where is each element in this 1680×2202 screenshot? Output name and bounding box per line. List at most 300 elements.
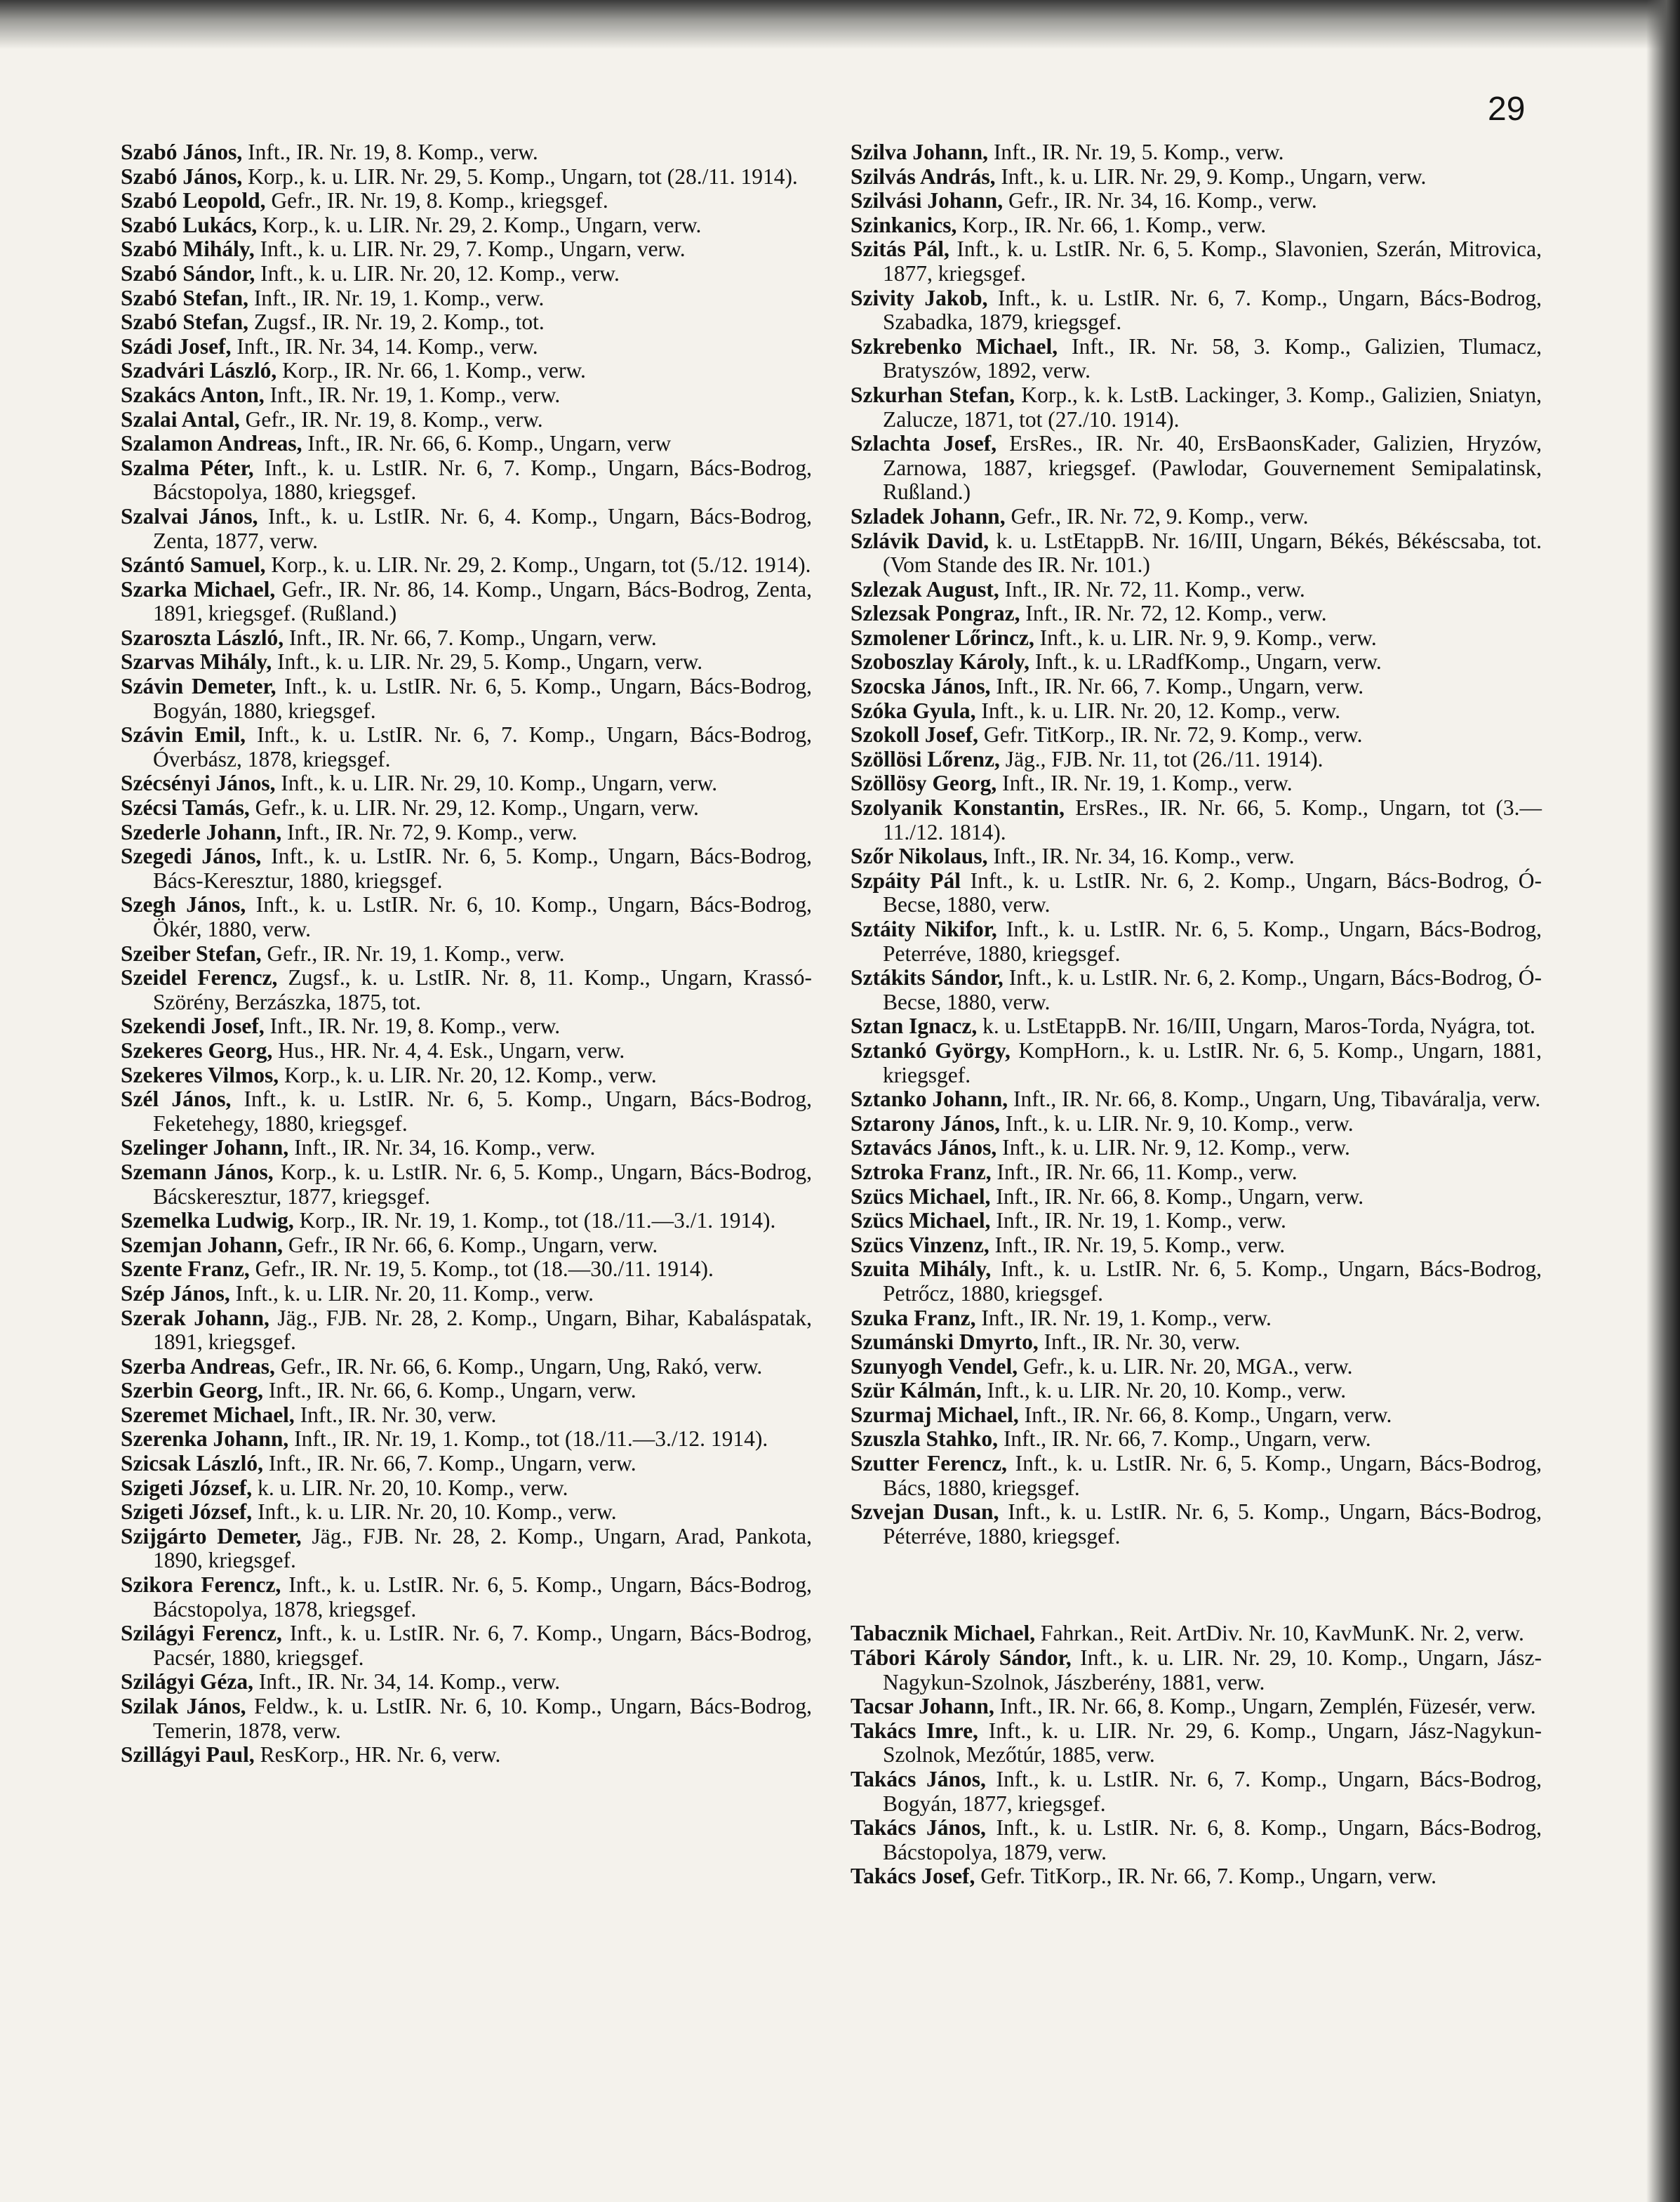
entry-details: Inft., IR. Nr. 30, verw. [294,1402,497,1427]
entry-details: Inft., IR. Nr. 66, 8. Komp., Ungarn, verw. [1018,1402,1392,1427]
entry-details: Inft., IR. Nr. 19, 1. Komp., tot (18./11.—3./12. 1914). [288,1426,768,1452]
entry-name: Szladek Johann, [851,503,1006,529]
register-entry [851,286,1542,335]
register-entry [121,1233,812,1258]
entry-name: Takács Imre, [851,1718,978,1743]
register-entry [851,432,1542,505]
entry-details: Inft., IR. Nr. 19, 8. Komp., verw. [242,140,538,164]
entry-details: Inft., IR. Nr. 19, 1. Komp., verw. [264,382,561,407]
entry-name: Szabó Stefan, [121,310,249,335]
entry-details: Inft., IR. Nr. 19, 1. Komp., verw. [990,1208,1286,1233]
register-entry [851,383,1542,432]
register-entry [121,942,812,967]
entry-details: Korp., k. u. LIR. Nr. 29, 2. Komp., Ungarn, verw. [257,212,702,237]
register-entry [851,650,1542,675]
entry-details: k. u. LIR. Nr. 20, 10. Komp., verw. [252,1475,568,1500]
register-entry [121,1063,812,1088]
register-entry [851,189,1542,213]
entry-details: Inft., k. u. LstIR. Nr. 6, 2. Komp., Ungarn, Bács-Bodrog, Ó-Becse, 1880, verw. [883,868,1542,917]
register-entry [121,1694,812,1743]
register-entry [851,966,1542,1014]
register-entry [851,1087,1542,1112]
entry-name: Szabó János, [121,140,243,164]
entry-details: Inft., k. u. LIR. Nr. 29, 9. Komp., Ungarn, verw. [995,164,1427,189]
entry-name: Sztroka Franz, [851,1159,992,1184]
entry-name: Sztavács János, [851,1135,997,1160]
entry-name: Szpáity Pál [851,868,961,893]
entry-details: Inft., IR. Nr. 19, 1. Komp., verw. [975,1305,1272,1330]
entry-details: Inft., IR. Nr. 34, 16. Komp., verw. [288,1135,596,1160]
entry-name: Szakács Anton, [121,382,265,407]
entry-name: Szücs Vinzenz, [851,1232,989,1257]
entry-details: Inft., IR. Nr. 66, 6. Komp., Ungarn, verw [302,431,672,456]
section-gap [851,1548,1542,1621]
entry-name: Takács János, [851,1815,986,1840]
register-entry [851,1427,1542,1452]
register-entry [851,1403,1542,1428]
entry-name: Szumánski Dmyrto, [851,1329,1039,1355]
entry-details: Gefr., IR. Nr. 19, 5. Komp., tot (18.—30./11. 1914). [249,1256,714,1282]
entry-name: Szabó Sándor, [121,260,255,286]
entry-name: Sztáity Nikifor, [851,917,997,941]
entry-name: Szöllösi Lőrenz, [851,746,1000,771]
entry-name: Szekeres Vilmos, [121,1062,279,1087]
entry-details: Inft., k. u. LIR. Nr. 29, 10. Komp., Ungarn, verw. [275,771,718,796]
entry-name: Szilak János, [121,1694,246,1718]
entry-details: ErsRes., IR. Nr. 66, 5. Komp., Ungarn, tot (3.—11./12. 1814). [883,795,1542,844]
register-entry [121,966,812,1014]
entry-details: Inft., k. u. LstIR. Nr. 6, 10. Komp., Ungarn, Bács-Bodrog, Ökér, 1880, verw. [153,892,812,941]
entry-details: k. u. LstEtappB. Nr. 16/III, Ungarn, Maros-Torda, Nyágra, tot. [977,1014,1535,1039]
entry-details: Gefr., IR. Nr. 19, 8. Komp., verw. [239,406,543,432]
entry-details: Gefr. TitKorp., IR. Nr. 66, 7. Komp., Ungarn, verw. [975,1864,1437,1889]
register-entry [121,310,812,335]
register-entry [121,1039,812,1063]
register-entry [121,844,812,893]
register-entry [121,456,812,505]
entry-name: Szilvási Johann, [851,188,1004,213]
entry-details: Inft., IR. Nr. 66, 7. Komp., Ungarn, verw. [990,674,1364,699]
entry-details: Inft., k. u. LstIR. Nr. 6, 4. Komp., Ungarn, Bács-Bodrog, Zenta, 1877, verw. [153,503,812,553]
register-entry [121,1743,812,1767]
entry-name: Szarvas Mihály, [121,649,272,675]
entry-name: Szegedi János, [121,844,262,869]
entry-name: Szécsi Tamás, [121,795,250,821]
register-entry [121,893,812,941]
register-entry [121,1087,812,1136]
entry-name: Szőr Nikolaus, [851,844,988,869]
entry-details: Gefr., IR. Nr. 66, 6. Komp., Ungarn, Ung, Rakó, verw. [274,1353,763,1379]
entry-details: Inft., IR. Nr. 66, 7. Komp., Ungarn, verw. [284,625,657,650]
entry-details: Inft., k. u. LIR. Nr. 29, 6. Komp., Ungarn, Jász-Nagykun-Szolnok, Mezőtúr, 1885, verw. [883,1718,1542,1767]
entry-details: Inft., IR. Nr. 66, 8. Komp., Ungarn, verw. [990,1183,1364,1209]
register-entry [851,1039,1542,1087]
register-entry [121,1476,812,1501]
register-entry [121,189,812,213]
entry-name: Szlachta Josef, [851,431,997,456]
register-entry [121,771,812,796]
entry-name: Szalai Antal, [121,406,240,432]
entry-name: Szerbin Georg, [121,1378,263,1403]
entry-name: Szabó Leopold, [121,188,266,213]
entry-details: Inft., IR. Nr. 72, 9. Komp., verw. [281,819,578,844]
entry-details: Inft., IR. Nr. 66, 6. Komp., Ungarn, verw. [262,1378,636,1403]
entry-name: Szadvári László, [121,358,277,383]
entry-name: Szemelka Ludwig, [121,1208,294,1233]
entry-name: Szegh János, [121,892,246,917]
register-entry [851,1864,1542,1889]
entry-name: Tacsar Johann, [851,1694,994,1719]
entry-name: Szalamon Andreas, [121,431,302,456]
entry-details: Inft., k. u. LIR. Nr. 29, 5. Komp., Ungarn, verw. [272,649,703,675]
entry-details: Korp., IR. Nr. 66, 1. Komp., verw. [276,358,586,383]
register-entry [851,335,1542,383]
entry-details: Inft., k. u. LRadfKomp., Ungarn, verw. [1029,649,1382,675]
entry-name: Szokoll Josef, [851,722,979,748]
entry-name: Takács János, [851,1767,986,1791]
register-entry [121,408,812,432]
register-entry [851,1621,1542,1646]
entry-details: Inft., IR. Nr. 66, 7. Komp., Ungarn, verw. [998,1426,1371,1452]
register-entry [851,1014,1542,1039]
register-entry [851,748,1542,772]
register-entry [851,1767,1542,1816]
entry-details: Zugsf., k. u. LstIR. Nr. 8, 11. Komp., Ungarn, Krassó-Szörény, Berzászka, 1875, tot. [153,965,812,1014]
register-entry [851,1257,1542,1306]
entry-name: Tabacznik Michael, [851,1621,1036,1646]
entry-name: Szabó Lukács, [121,212,258,237]
entry-details: k. u. LstEtappB. Nr. 16/III, Ungarn, Békés, Békéscsaba, tot. (Vom Stande des IR. Nr. 101.) [883,528,1542,578]
register-entry [121,1500,812,1525]
entry-name: Szoboszlay Károly, [851,649,1029,675]
register-entry [121,1427,812,1452]
register-entry [121,1160,812,1209]
register-entry [121,1209,812,1233]
register-entry [121,821,812,845]
entry-name: Szádi Josef, [121,333,232,359]
entry-name: Szilágyi Ferencz, [121,1621,282,1646]
register-entry [121,359,812,383]
entry-details: Inft., IR. Nr. 30, verw. [1038,1329,1241,1355]
entry-name: Szlezsak Pongraz, [851,601,1020,626]
entry-details: Inft., k. u. LstIR. Nr. 6, 7. Komp., Ungarn, Bács-Bodrog, Bogyán, 1877, kriegsgef. [883,1767,1542,1816]
entry-details: Inft., k. u. LstIR. Nr. 6, 8. Komp., Ungarn, Bács-Bodrog, Bácstopolya, 1879, verw. [883,1815,1542,1864]
entry-details: Korp., k. u. LstIR. Nr. 6, 5. Komp., Ungarn, Bács-Bodrog, Bácskeresztur, 1877, kriegsgef. [153,1159,812,1209]
register-entry [851,869,1542,917]
register-entry [851,529,1542,578]
entry-name: Szerba Andreas, [121,1353,275,1379]
entry-name: Szilágyi Géza, [121,1669,253,1694]
entry-details: Korp., k. k. LstB. Lackinger, 3. Komp., Galizien, Sniatyn, Zalucze, 1871, tot (27./10. 1914). [883,382,1542,432]
register-entry [851,1719,1542,1767]
entry-details: Gefr., IR. Nr. 72, 9. Komp., verw. [1005,503,1309,529]
entry-details: Inft., IR. Nr. 19, 5. Komp., verw. [989,1232,1286,1257]
entry-details: Fahrkan., Reit. ArtDiv. Nr. 10, KavMunK. Nr. 2, verw. [1035,1621,1524,1646]
entry-name: Szabó Stefan, [121,285,249,310]
entry-name: Szillágyi Paul, [121,1742,255,1767]
entry-name: Szilva Johann, [851,140,989,164]
register-entry [851,1379,1542,1403]
register-entry [851,675,1542,699]
entry-name: Szekeres Georg, [121,1037,273,1063]
entry-details: Inft., k. u. LstIR. Nr. 6, 5. Komp., Ungarn, Bács-Bodrog, Petrőcz, 1880, kriegsgef. [883,1256,1542,1306]
register-entry [851,1816,1542,1864]
entry-name: Szécsényi János, [121,771,276,796]
entry-details: Inft., k. u. LstIR. Nr. 6, 5. Komp., Ungarn, Bács-Bodrog, Bácstopolya, 1878, kriegsgef. [153,1572,812,1621]
register-entry [851,1209,1542,1233]
entry-details: Inft., k. u. LstIR. Nr. 6, 7. Komp., Ungarn, Bács-Bodrog, Szabadka, 1879, kriegsgef. [883,285,1542,335]
entry-details: Inft., k. u. LstIR. Nr. 6, 5. Komp., Ungarn, Bács-Bodrog, Bogyán, 1880, kriegsgef. [153,674,812,723]
entry-details: Inft., k. u. LstIR. Nr. 6, 5. Komp., Ungarn, Bács-Bodrog, Bács, 1880, kriegsgef. [883,1451,1542,1500]
register-entry [851,140,1542,165]
entry-details: Inft., IR. Nr. 34, 14. Komp., verw. [231,333,538,359]
entry-name: Szuszla Stahko, [851,1426,999,1452]
entry-details: Jäg., FJB. Nr. 28, 2. Komp., Ungarn, Arad, Pankota, 1890, kriegsgef. [153,1523,812,1573]
register-entry [121,237,812,262]
register-entry [121,1670,812,1694]
entry-details: Inft., IR. Nr. 66, 11. Komp., verw. [991,1159,1298,1184]
register-entry [851,505,1542,529]
entry-details: Gefr., IR. Nr. 19, 1. Komp., verw. [261,941,565,966]
register-entry [121,1621,812,1670]
register-entry [851,699,1542,724]
entry-name: Szür Kálmán, [851,1378,982,1403]
entry-name: Szurmaj Michael, [851,1402,1019,1427]
entry-name: Szávin Demeter, [121,674,276,699]
entry-name: Sztan Ignacz, [851,1014,978,1039]
entry-details: Inft., IR. Nr. 34, 16. Komp., verw. [987,844,1295,869]
right-column-sz-section [851,140,1542,1548]
entry-details: Inft., k. u. LstIR. Nr. 6, 5. Komp., Slavonien, Szerán, Mitrovica, 1877, kriegsgef. [883,237,1542,286]
entry-name: Szinkanics, [851,212,957,237]
scan-edge-right [1646,0,1680,2202]
register-entry [851,1185,1542,1209]
register-entry [121,165,812,190]
register-entry [121,553,812,578]
entry-name: Szitás Pál, [851,237,949,262]
register-entry [121,1257,812,1282]
entry-name: Takács Josef, [851,1864,975,1889]
entry-name: Szigeti József, [121,1475,253,1500]
entry-details: KompHorn., k. u. LstIR. Nr. 6, 5. Komp., Ungarn, 1881, kriegsgef. [883,1037,1542,1087]
entry-details: Inft., k. u. LIR. Nr. 20, 11. Komp., verw. [229,1280,594,1306]
entry-name: Sztarony János, [851,1110,1000,1136]
register-entry [851,771,1542,796]
entry-details: Inft., k. u. LstIR. Nr. 6, 5. Komp., Ungarn, Bács-Bodrog, Péterréve, 1880, kriegsgef. [883,1499,1542,1548]
entry-name: Szocska János, [851,674,991,699]
entry-name: Szücs Michael, [851,1208,991,1233]
entry-details: Inft., k. u. LIR. Nr. 20, 12. Komp., verw. [975,698,1340,723]
left-column [121,140,812,1767]
entry-details: Inft., IR. Nr. 66, 7. Komp., Ungarn, verw. [263,1451,636,1476]
register-entry [851,796,1542,844]
entry-details: Korp., k. u. LIR. Nr. 29, 2. Komp., Ungarn, tot (5./12. 1914). [265,552,811,578]
entry-details: Inft., k. u. LstIR. Nr. 6, 7. Komp., Ungarn, Bács-Bodrog, Pacsér, 1880, kriegsgef. [153,1621,812,1670]
entry-details: Inft., k. u. LIR. Nr. 9, 9. Komp., verw. [1034,625,1377,650]
register-entry [121,286,812,311]
entry-name: Szederle Johann, [121,819,282,844]
entry-name: Szaroszta László, [121,625,284,650]
entry-name: Szivity Jakob, [851,285,988,310]
entry-details: Inft., k. u. LIR. Nr. 20, 12. Komp., verw. [255,260,620,286]
entry-name: Szél János, [121,1087,232,1112]
entry-name: Szelinger Johann, [121,1135,289,1160]
entry-details: Inft., IR. Nr. 19, 8. Komp., verw. [264,1014,561,1039]
register-entry [121,578,812,626]
entry-name: Szép János, [121,1280,230,1306]
register-entry [121,213,812,238]
entry-details: Inft., k. u. LstIR. Nr. 6, 2. Komp., Ungarn, Bács-Bodrog, Ó-Becse, 1880, verw. [883,965,1542,1014]
register-entry [121,626,812,651]
entry-details: Inft., k. u. LIR. Nr. 29, 7. Komp., Ungarn, verw. [254,237,686,262]
entry-details: Korp., IR. Nr. 66, 1. Komp., verw. [956,212,1267,237]
register-entry [851,626,1542,651]
entry-name: Szemann János, [121,1159,274,1184]
register-entry [851,844,1542,869]
register-entry [851,1112,1542,1136]
entry-name: Szijgárto Demeter, [121,1523,302,1548]
entry-name: Szabó János, [121,164,243,189]
entry-name: Szkrebenko Michael, [851,333,1058,359]
entry-name: Szunyogh Vendel, [851,1353,1018,1379]
register-entry [121,1014,812,1039]
entry-details: Inft., IR. Nr. 66, 8. Komp., Ungarn, Zemplén, Füzesér, verw. [994,1694,1536,1719]
register-entry [121,1282,812,1306]
register-entry [121,1573,812,1621]
register-entry [851,1160,1542,1185]
register-entry [851,723,1542,748]
entry-name: Sztákits Sándor, [851,965,1004,990]
entry-details: Inft., k. u. LIR. Nr. 9, 10. Komp., verw. [999,1110,1354,1136]
entry-name: Szabó Mihály, [121,237,255,262]
register-entry [121,723,812,771]
entry-details: Inft., IR. Nr. 66, 8. Komp., Ungarn, Ung, Tibaváralja, verw. [1008,1087,1541,1112]
register-entry [851,1500,1542,1548]
entry-name: Szmolener Lőrincz, [851,625,1034,650]
entry-details: Korp., k. u. LIR. Nr. 29, 5. Komp., Ungarn, tot (28./11. 1914). [242,164,798,189]
entry-details: Inft., k. u. LstIR. Nr. 6, 7. Komp., Ungarn, Bács-Bodrog, Bácstopolya, 1880, kriegsgef. [153,455,812,505]
entry-details: Inft., k. u. LIR. Nr. 9, 12. Komp., verw. [996,1135,1350,1160]
register-entry [121,1355,812,1379]
entry-name: Tábori Károly Sándor, [851,1645,1072,1671]
scan-edge-top [0,0,1680,49]
entry-name: Szemjan Johann, [121,1232,284,1257]
entry-details: Inft., IR. Nr. 19, 1. Komp., verw. [248,285,545,310]
register-entry [121,1136,812,1160]
entry-name: Sztankó György, [851,1037,1011,1063]
entry-name: Szalma Péter, [121,455,254,480]
entry-name: Szöllösy Georg, [851,771,997,796]
register-entry [851,1452,1542,1500]
right-column [851,140,1542,1889]
register-entry [121,1403,812,1428]
entry-details: Inft., IR. Nr. 34, 14. Komp., verw. [253,1669,561,1694]
entry-details: Gefr., IR. Nr. 19, 8. Komp., kriegsgef. [265,188,608,213]
entry-details: ErsRes., IR. Nr. 40, ErsBaonsKader, Galizien, Hryzów, Zarnowa, 1887, kriegsgef. (Pawlodar, Gouvernement Semipalatinsk, Rußland.) [883,431,1542,505]
entry-details: Gefr., k. u. LIR. Nr. 29, 12. Komp., Ungarn, verw. [249,795,699,821]
register-entry [851,165,1542,190]
entry-details: Inft., k. u. LIR. Nr. 29, 10. Komp., Ungarn, Jász-Nagykun-Szolnok, Jászberény, 1881, verw. [883,1645,1542,1694]
register-entry [851,1233,1542,1258]
entry-details: Zugsf., IR. Nr. 19, 2. Komp., tot. [248,310,545,335]
entry-name: Szvejan Dusan, [851,1499,999,1525]
entry-details: Gefr., k. u. LIR. Nr. 20, MGA., verw. [1018,1353,1353,1379]
entry-details: Korp., IR. Nr. 19, 1. Komp., tot (18./11.—3./1. 1914). [293,1208,776,1233]
entry-details: Inft., k. u. LstIR. Nr. 6, 5. Komp., Ungarn, Bács-Bodrog, Bács-Keresztur, 1880, kriegsgef. [153,844,812,893]
register-entry [851,1306,1542,1331]
register-entry [851,917,1542,966]
register-entry [121,383,812,408]
entry-details: Inft., IR. Nr. 58, 3. Komp., Galizien, Tlumacz, Bratyszów, 1892, verw. [883,333,1542,383]
entry-details: ResKorp., HR. Nr. 6, verw. [254,1742,501,1767]
register-entry [121,505,812,553]
register-entry [121,1306,812,1355]
entry-details: Jäg., FJB. Nr. 28, 2. Komp., Ungarn, Bihar, Kabaláspatak, 1891, kriegsgef. [153,1305,812,1355]
entry-name: Szeiber Stefan, [121,941,262,966]
register-entry [121,432,812,456]
entry-details: Gefr., IR. Nr. 86, 14. Komp., Ungarn, Bács-Bodrog, Zenta, 1891, kriegsgef. (Rußland.) [153,576,813,626]
entry-details: Inft., k. u. LIR. Nr. 20, 10. Komp., verw. [981,1378,1347,1403]
entry-name: Szolyanik Konstantin, [851,795,1065,821]
entry-name: Szutter Ferencz, [851,1451,1007,1476]
entry-name: Szerenka Johann, [121,1426,289,1452]
entry-details: Inft., IR. Nr. 19, 1. Komp., verw. [996,771,1293,796]
entry-name: Szkurhan Stefan, [851,382,1015,407]
entry-name: Szávin Emil, [121,722,246,748]
entry-name: Szilvás András, [851,164,996,189]
entry-details: Jäg., FJB. Nr. 11, tot (26./11. 1914). [999,746,1324,771]
register-entry [851,1355,1542,1379]
register-entry [121,1525,812,1573]
entry-details: Feldw., k. u. LstIR. Nr. 6, 10. Komp., Ungarn, Bács-Bodrog, Temerin, 1878, verw. [153,1694,812,1743]
register-entry [851,602,1542,626]
entry-name: Szalvai János, [121,503,258,529]
register-entry [121,796,812,821]
register-entry [121,1379,812,1403]
entry-name: Szigeti József, [121,1499,253,1525]
register-entry [121,262,812,286]
entry-name: Szlávik David, [851,528,989,553]
register-entry [121,650,812,675]
register-entry [851,1694,1542,1719]
page-number: 29 [1488,91,1526,128]
entry-details: Gefr., IR. Nr. 34, 16. Komp., verw. [1003,188,1317,213]
entry-name: Szarka Michael, [121,576,276,602]
register-entry [121,1452,812,1476]
register-entry [851,1646,1542,1694]
entry-name: Szicsak László, [121,1451,264,1476]
entry-details: Inft., k. u. LstIR. Nr. 6, 5. Komp., Ungarn, Bács-Bodrog, Feketehegy, 1880, kriegsgef. [153,1087,812,1136]
entry-name: Szeidel Ferencz, [121,965,278,990]
right-column-t-section [851,1621,1542,1889]
entry-details: Hus., HR. Nr. 4, 4. Esk., Ungarn, verw. [272,1037,625,1063]
entry-name: Szekendi Josef, [121,1014,265,1039]
register-entry [121,335,812,359]
entry-details: Gefr. TitKorp., IR. Nr. 72, 9. Komp., verw. [978,722,1363,748]
entry-details: Inft., IR. Nr. 72, 11. Komp., verw. [999,576,1305,602]
entry-name: Szlezak August, [851,576,999,602]
entry-details: Inft., IR. Nr. 19, 5. Komp., verw. [988,140,1284,164]
entry-name: Szuita Mihály, [851,1256,992,1282]
entry-details: Gefr., IR Nr. 66, 6. Komp., Ungarn, verw. [283,1232,658,1257]
entry-details: Inft., IR. Nr. 72, 12. Komp., verw. [1020,601,1327,626]
entry-name: Szántó Samuel, [121,552,266,578]
register-entry [851,1136,1542,1160]
entry-details: Inft., k. u. LIR. Nr. 20, 10. Komp., verw. [252,1499,617,1525]
register-entry [121,675,812,723]
entry-details: Inft., k. u. LstIR. Nr. 6, 7. Komp., Ungarn, Bács-Bodrog, Óverbász, 1878, kriegsgef. [153,722,812,771]
register-entry [851,237,1542,286]
